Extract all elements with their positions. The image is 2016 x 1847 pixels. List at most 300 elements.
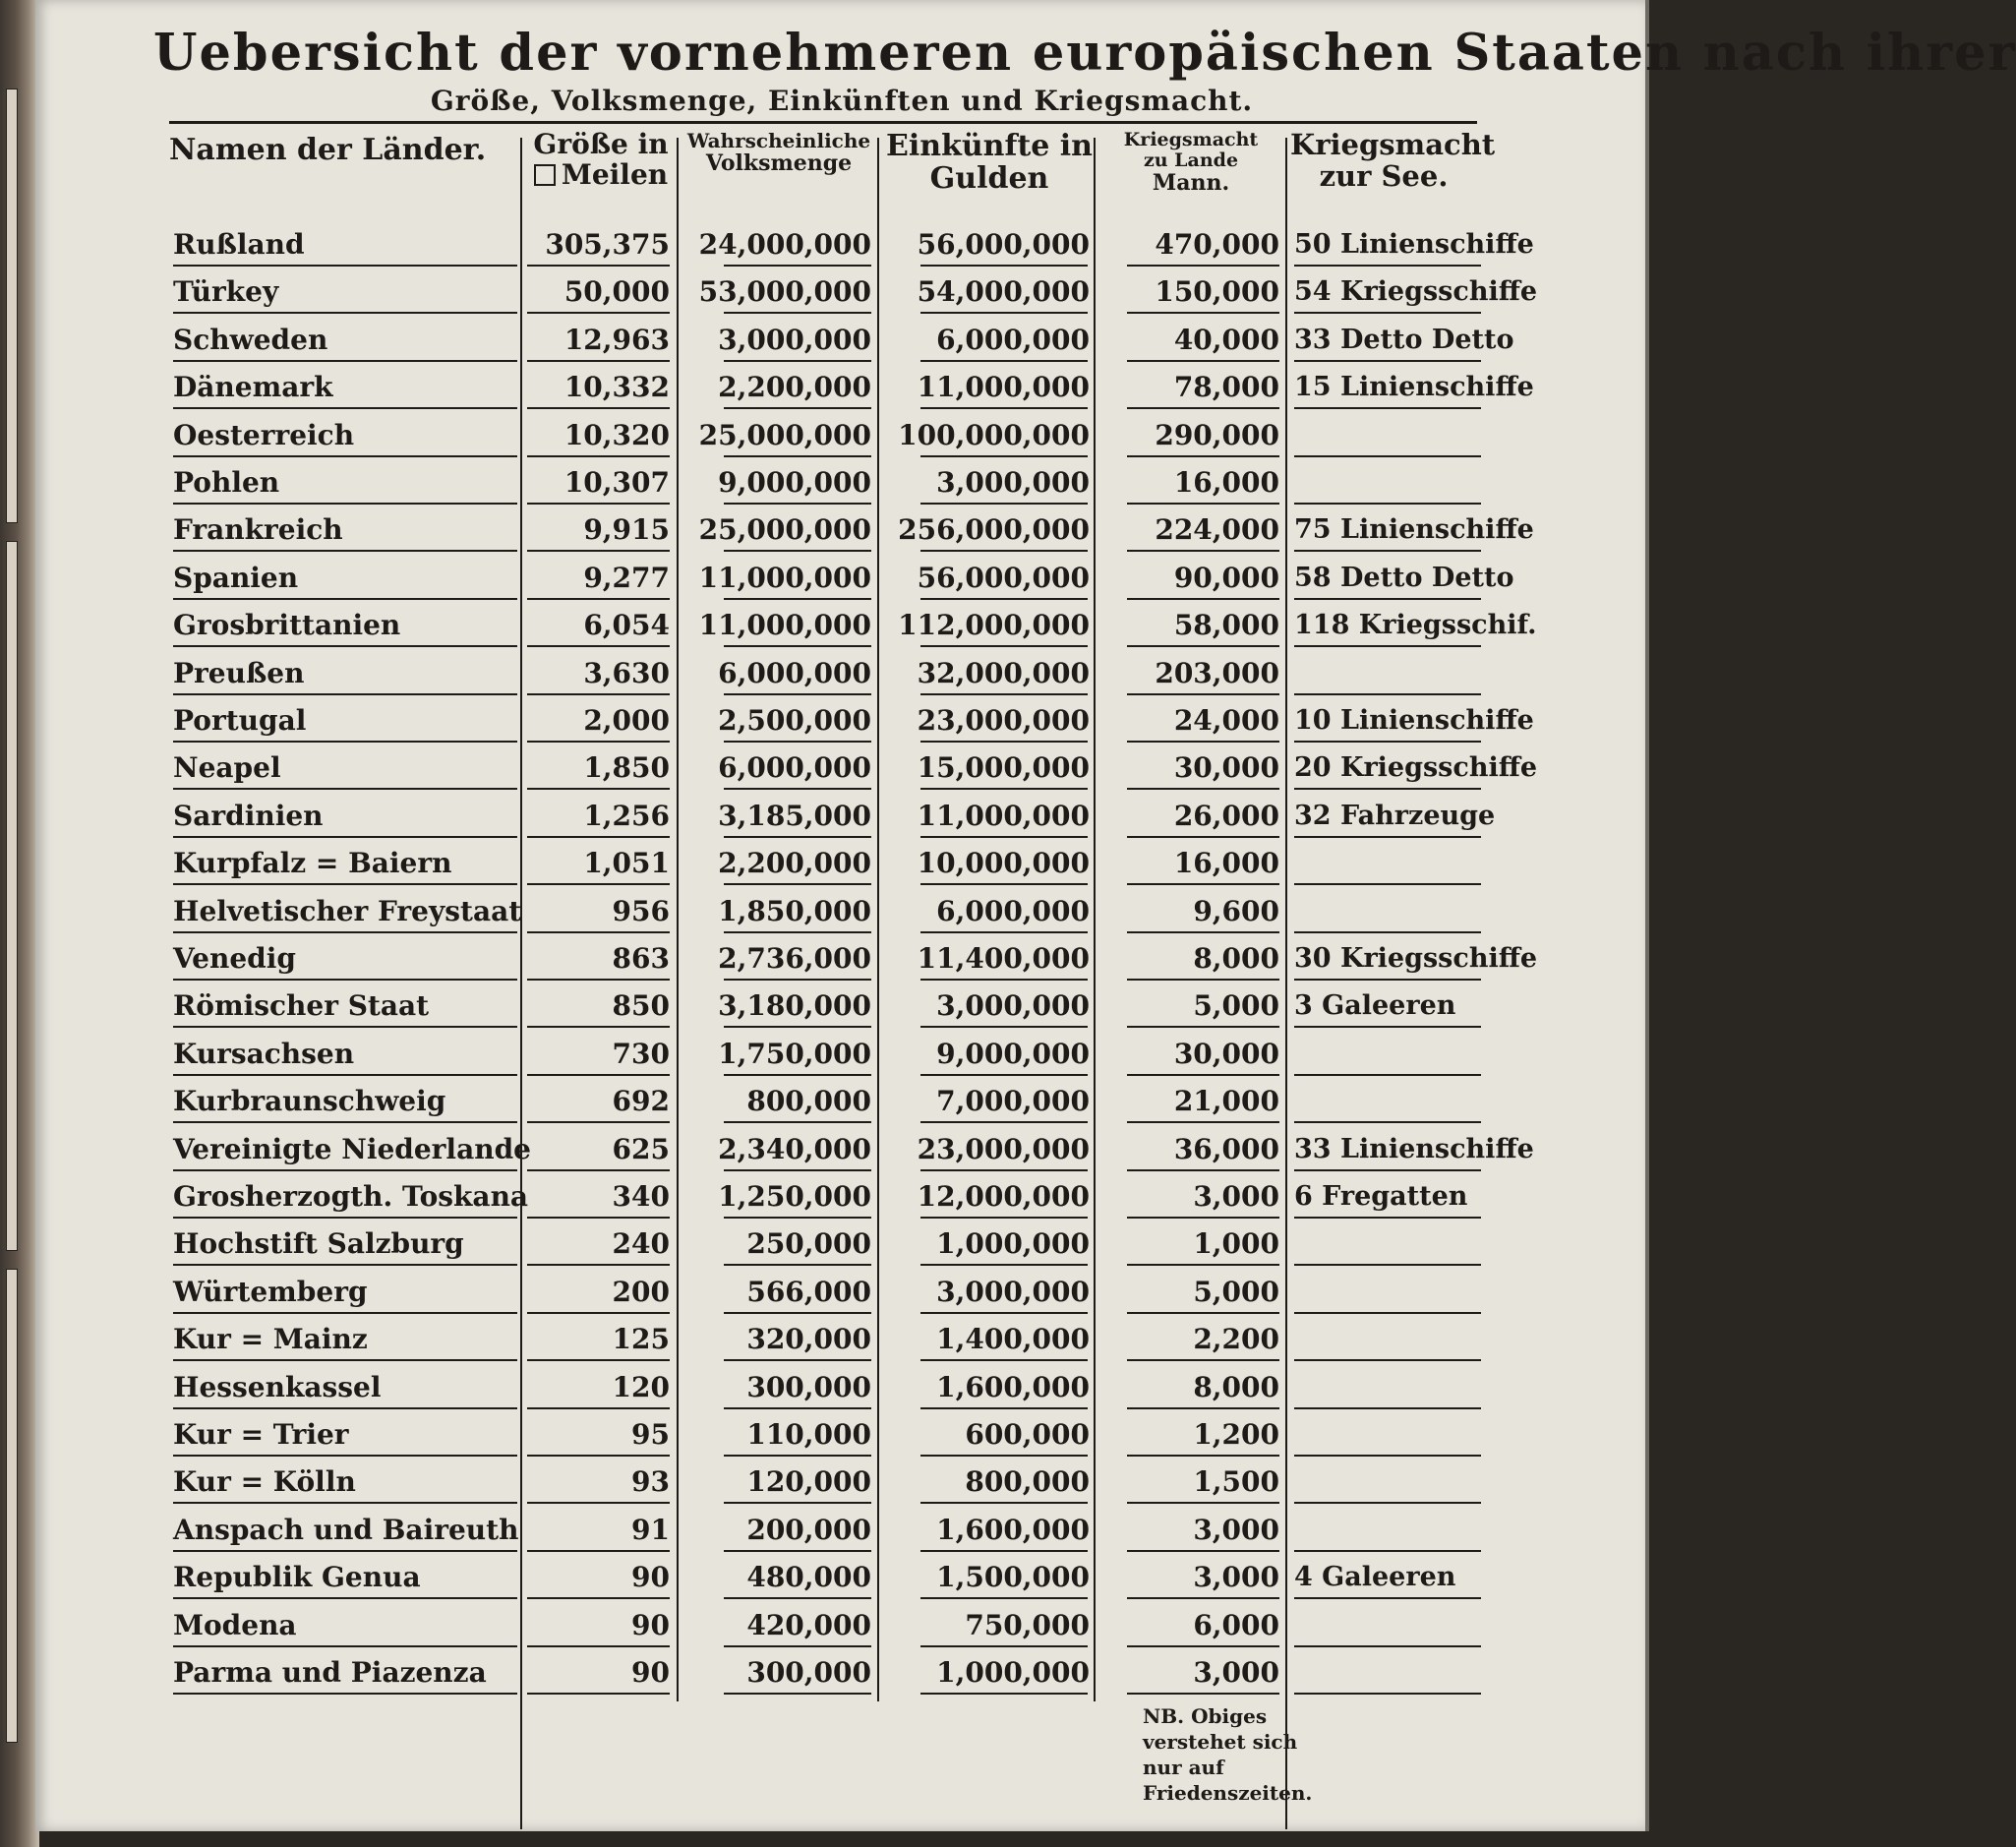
row-underline xyxy=(1127,1312,1279,1314)
row-underline xyxy=(173,550,517,552)
cell-income: 3,000,000 xyxy=(936,1275,1090,1308)
row-underline xyxy=(527,1169,670,1171)
spine-band xyxy=(6,1269,18,1743)
cell-pop: 24,000,000 xyxy=(698,228,871,261)
cell-area: 12,963 xyxy=(563,323,670,356)
cell-navy: 50 Linienschiffe xyxy=(1294,229,1534,260)
cell-area: 95 xyxy=(631,1418,670,1451)
row-underline xyxy=(173,693,517,695)
cell-pop: 566,000 xyxy=(746,1275,871,1308)
row-underline xyxy=(1127,360,1279,362)
row-underline xyxy=(527,1455,670,1457)
row-underline xyxy=(173,312,517,314)
row-underline xyxy=(724,1264,871,1266)
table-row xyxy=(35,983,1645,1030)
cell-income: 11,400,000 xyxy=(917,942,1090,975)
row-underline xyxy=(1294,265,1481,267)
row-underline xyxy=(1127,931,1279,933)
cell-area: 90 xyxy=(631,1561,670,1594)
row-underline xyxy=(527,265,670,267)
cell-pop: 1,750,000 xyxy=(718,1037,871,1070)
row-underline xyxy=(724,741,871,743)
cell-pop: 800,000 xyxy=(746,1085,871,1118)
row-underline xyxy=(724,455,871,457)
header-income-line2: Gulden xyxy=(929,161,1049,196)
cell-income: 10,000,000 xyxy=(917,847,1090,880)
cell-name: Kursachsen xyxy=(173,1037,355,1070)
cell-income: 6,000,000 xyxy=(936,894,1090,927)
row-underline xyxy=(173,931,517,933)
row-underline xyxy=(724,1502,871,1504)
cell-navy xyxy=(1294,1316,1491,1363)
cell-name: Kurpfalz = Baiern xyxy=(173,847,452,880)
row-underline xyxy=(527,1645,670,1647)
cell-income: 7,000,000 xyxy=(936,1085,1090,1118)
cell-area: 3,630 xyxy=(583,656,670,689)
row-underline xyxy=(724,1645,871,1647)
cell-army: 1,500 xyxy=(1193,1465,1279,1499)
row-underline xyxy=(1294,1645,1481,1647)
header-area-line1: Größe in xyxy=(533,128,669,160)
table-row xyxy=(35,1173,1645,1221)
row-underline xyxy=(920,503,1088,505)
row-underline xyxy=(1127,979,1279,981)
table-row xyxy=(35,1269,1645,1316)
row-underline xyxy=(527,931,670,933)
row-underline xyxy=(920,312,1088,314)
row-underline xyxy=(173,1026,517,1028)
cell-navy: 20 Kriegsschiffe xyxy=(1294,752,1538,784)
cell-name: Schweden xyxy=(173,323,328,356)
cell-pop: 3,000,000 xyxy=(718,323,871,356)
row-underline xyxy=(1294,312,1481,314)
row-underline xyxy=(724,1074,871,1076)
row-underline xyxy=(1127,883,1279,885)
row-underline xyxy=(173,1502,517,1504)
row-underline xyxy=(1127,455,1279,457)
cell-name: Dänemark xyxy=(173,371,333,404)
cell-navy xyxy=(1294,1459,1491,1506)
cell-navy xyxy=(1294,1649,1491,1697)
header-population xyxy=(681,130,877,175)
row-underline xyxy=(1294,1455,1481,1457)
cell-income: 1,400,000 xyxy=(936,1323,1090,1356)
cell-army: 8,000 xyxy=(1193,1370,1279,1403)
table-row xyxy=(35,840,1645,887)
row-underline xyxy=(920,1169,1088,1171)
table-row xyxy=(35,1411,1645,1459)
row-underline xyxy=(527,1693,670,1695)
cell-area: 692 xyxy=(612,1085,670,1118)
row-underline xyxy=(527,979,670,981)
cell-income: 1,600,000 xyxy=(936,1370,1090,1403)
cell-navy: 32 Fahrzeuge xyxy=(1294,800,1496,831)
cell-navy: 33 Linienschiffe xyxy=(1294,1133,1534,1164)
cell-area: 50,000 xyxy=(563,275,670,309)
cell-navy: 6 Fregatten xyxy=(1294,1181,1468,1212)
cell-navy xyxy=(1294,1602,1491,1649)
row-underline xyxy=(173,407,517,409)
cell-pop: 6,000,000 xyxy=(718,751,871,785)
cell-name: Helvetischer Freystaat xyxy=(173,894,522,927)
row-underline xyxy=(1127,1359,1279,1361)
row-underline xyxy=(173,455,517,457)
cell-area: 91 xyxy=(631,1513,670,1546)
header-army-line3: Mann. xyxy=(1152,169,1230,196)
row-underline xyxy=(173,741,517,743)
table-row xyxy=(35,317,1645,364)
row-underline xyxy=(1127,1169,1279,1171)
cell-name: Parma und Piazenza xyxy=(173,1656,487,1689)
row-underline xyxy=(1294,1407,1481,1409)
row-underline xyxy=(527,1550,670,1552)
cell-name: Vereinigte Niederlande xyxy=(173,1132,531,1165)
cell-army: 9,600 xyxy=(1193,894,1279,927)
cell-army: 3,000 xyxy=(1193,1513,1279,1546)
cell-army: 16,000 xyxy=(1173,847,1279,880)
table-row xyxy=(35,935,1645,983)
cell-army: 26,000 xyxy=(1173,799,1279,832)
cell-area: 6,054 xyxy=(583,609,670,642)
cell-name: Portugal xyxy=(173,704,307,737)
row-underline xyxy=(1127,1264,1279,1266)
cell-area: 2,000 xyxy=(583,704,670,737)
row-underline xyxy=(724,1693,871,1695)
row-underline xyxy=(724,407,871,409)
cell-income: 600,000 xyxy=(965,1418,1090,1451)
table-row xyxy=(35,602,1645,649)
cell-navy: 58 Detto Detto xyxy=(1294,562,1514,593)
row-underline xyxy=(173,503,517,505)
cell-army: 3,000 xyxy=(1193,1656,1279,1689)
row-underline xyxy=(920,1550,1088,1552)
cell-army: 3,000 xyxy=(1193,1561,1279,1594)
row-underline xyxy=(920,550,1088,552)
cell-area: 1,850 xyxy=(583,751,670,785)
row-underline xyxy=(920,598,1088,600)
row-underline xyxy=(724,836,871,838)
cell-army: 1,000 xyxy=(1193,1227,1279,1261)
row-underline xyxy=(173,645,517,647)
cell-income: 6,000,000 xyxy=(936,323,1090,356)
table-row xyxy=(35,412,1645,459)
row-underline xyxy=(724,360,871,362)
row-underline xyxy=(724,693,871,695)
cell-navy xyxy=(1294,1411,1491,1459)
cell-navy: 75 Linienschiffe xyxy=(1294,514,1534,546)
cell-name: Modena xyxy=(173,1608,297,1641)
cell-area: 863 xyxy=(612,942,670,975)
row-underline xyxy=(173,1264,517,1266)
row-underline xyxy=(920,1597,1088,1599)
cell-income: 11,000,000 xyxy=(917,799,1090,832)
cell-name: Rußland xyxy=(173,228,305,261)
header-area-unit: Meilen xyxy=(561,157,669,191)
row-underline xyxy=(527,1026,670,1028)
row-underline xyxy=(920,1217,1088,1219)
cell-pop: 200,000 xyxy=(746,1513,871,1546)
table-row xyxy=(35,745,1645,792)
row-underline xyxy=(1294,1121,1481,1123)
row-underline xyxy=(920,836,1088,838)
cell-pop: 25,000,000 xyxy=(698,418,871,451)
cell-area: 956 xyxy=(612,894,670,927)
cell-name: Würtemberg xyxy=(173,1275,368,1308)
row-underline xyxy=(724,598,871,600)
cell-pop: 2,340,000 xyxy=(718,1132,871,1165)
cell-area: 93 xyxy=(631,1465,670,1499)
row-underline xyxy=(1127,1645,1279,1647)
row-underline xyxy=(920,407,1088,409)
row-underline xyxy=(920,1026,1088,1028)
row-underline xyxy=(1127,503,1279,505)
cell-army: 21,000 xyxy=(1173,1085,1279,1118)
cell-army: 30,000 xyxy=(1173,751,1279,785)
cell-army: 36,000 xyxy=(1173,1132,1279,1165)
cell-navy: 4 Galeeren xyxy=(1294,1562,1456,1593)
cell-income: 1,000,000 xyxy=(936,1656,1090,1689)
cell-navy xyxy=(1294,1507,1491,1554)
cell-name: Spanien xyxy=(173,561,299,594)
row-underline xyxy=(920,360,1088,362)
row-underline xyxy=(1127,1693,1279,1695)
row-underline xyxy=(920,455,1088,457)
row-underline xyxy=(724,1312,871,1314)
cell-area: 125 xyxy=(612,1323,670,1356)
cell-army: 203,000 xyxy=(1155,656,1279,689)
row-underline xyxy=(1127,550,1279,552)
cell-navy: 33 Detto Detto xyxy=(1294,324,1514,355)
cell-pop: 110,000 xyxy=(746,1418,871,1451)
row-underline xyxy=(920,1312,1088,1314)
cell-income: 750,000 xyxy=(965,1608,1090,1641)
cell-name: Grosherzogth. Toskana xyxy=(173,1180,529,1213)
cell-navy xyxy=(1294,888,1491,935)
cell-area: 9,277 xyxy=(583,561,670,594)
row-underline xyxy=(724,979,871,981)
cell-pop: 250,000 xyxy=(746,1227,871,1261)
header-navy-line2: zur See. xyxy=(1319,158,1449,193)
book-page xyxy=(35,0,2016,1831)
table-row xyxy=(35,1364,1645,1411)
row-underline xyxy=(173,836,517,838)
cell-income: 12,000,000 xyxy=(917,1180,1090,1213)
cell-name: Neapel xyxy=(173,751,281,785)
row-underline xyxy=(527,312,670,314)
row-underline xyxy=(920,979,1088,981)
row-underline xyxy=(527,1502,670,1504)
cell-area: 625 xyxy=(612,1132,670,1165)
row-underline xyxy=(1294,693,1481,695)
row-underline xyxy=(1294,1312,1481,1314)
footnote: NB. Obiges verstehet sich nur auf Friedenszeiten. xyxy=(1143,1704,1313,1805)
page-title: Uebersicht der vornehmeren europäischen Staaten nach ihrer xyxy=(153,24,2016,83)
row-underline xyxy=(1294,1550,1481,1552)
row-underline xyxy=(1127,1455,1279,1457)
row-underline xyxy=(920,1264,1088,1266)
row-underline xyxy=(920,1407,1088,1409)
header-army-line1: Kriegsmacht xyxy=(1123,129,1259,150)
row-underline xyxy=(920,788,1088,790)
table-row xyxy=(35,364,1645,411)
cell-army: 16,000 xyxy=(1173,466,1279,499)
row-underline xyxy=(1127,836,1279,838)
table-row xyxy=(35,697,1645,745)
row-underline xyxy=(724,265,871,267)
cell-area: 340 xyxy=(612,1180,670,1213)
cell-income: 23,000,000 xyxy=(917,1132,1090,1165)
cell-income: 15,000,000 xyxy=(917,751,1090,785)
table-row xyxy=(35,650,1645,697)
cell-income: 54,000,000 xyxy=(917,275,1090,309)
row-underline xyxy=(920,693,1088,695)
table-row xyxy=(35,1078,1645,1125)
table-row xyxy=(35,888,1645,935)
cell-navy: 54 Kriegsschiffe xyxy=(1294,276,1538,308)
table-row xyxy=(35,1507,1645,1554)
table-row xyxy=(35,1602,1645,1649)
cell-area: 1,256 xyxy=(583,799,670,832)
cell-income: 1,000,000 xyxy=(936,1227,1090,1261)
header-area-line2 xyxy=(527,157,675,191)
cell-name: Anspach und Baireuth xyxy=(173,1513,519,1546)
cell-pop: 2,500,000 xyxy=(718,704,871,737)
row-underline xyxy=(1127,788,1279,790)
cell-income: 100,000,000 xyxy=(898,418,1090,451)
table-row xyxy=(35,459,1645,506)
row-underline xyxy=(1127,1407,1279,1409)
cell-navy xyxy=(1294,840,1491,887)
row-underline xyxy=(724,503,871,505)
header-name xyxy=(169,134,523,166)
cell-income: 3,000,000 xyxy=(936,989,1090,1023)
cell-income: 56,000,000 xyxy=(917,561,1090,594)
cell-pop: 11,000,000 xyxy=(698,561,871,594)
header-pop-line2: Volksmenge xyxy=(705,150,853,176)
table-row xyxy=(35,1221,1645,1268)
row-underline xyxy=(724,931,871,933)
cell-pop: 25,000,000 xyxy=(698,513,871,547)
row-underline xyxy=(724,645,871,647)
table-row xyxy=(35,1459,1645,1506)
cell-navy: 15 Linienschiffe xyxy=(1294,372,1534,403)
header-navy xyxy=(1290,128,1496,193)
cell-army: 8,000 xyxy=(1193,942,1279,975)
header-navy-line1: Kriegsmacht xyxy=(1290,128,1496,161)
cell-navy xyxy=(1294,1364,1491,1411)
cell-name: Kurbraunschweig xyxy=(173,1085,446,1118)
row-underline xyxy=(173,1645,517,1647)
row-underline xyxy=(1294,741,1481,743)
book-spine-edge xyxy=(0,0,39,1847)
cell-army: 90,000 xyxy=(1173,561,1279,594)
cell-area: 90 xyxy=(631,1656,670,1689)
header-pop-line1: Wahrscheinliche xyxy=(686,129,871,152)
cell-income: 112,000,000 xyxy=(898,609,1090,642)
row-underline xyxy=(1294,931,1481,933)
cell-pop: 420,000 xyxy=(746,1608,871,1641)
row-underline xyxy=(1294,503,1481,505)
row-underline xyxy=(1127,312,1279,314)
row-underline xyxy=(1294,550,1481,552)
cell-income: 9,000,000 xyxy=(936,1037,1090,1070)
row-underline xyxy=(527,1597,670,1599)
row-underline xyxy=(1127,598,1279,600)
row-underline xyxy=(1294,1026,1481,1028)
row-underline xyxy=(527,455,670,457)
row-underline xyxy=(173,1359,517,1361)
cell-name: Venedig xyxy=(173,942,296,975)
header-rule xyxy=(169,121,1477,124)
row-underline xyxy=(920,1502,1088,1504)
spine-band xyxy=(6,89,18,523)
cell-income: 56,000,000 xyxy=(917,228,1090,261)
cell-name: Römischer Staat xyxy=(173,989,430,1023)
row-underline xyxy=(920,741,1088,743)
cell-navy xyxy=(1294,1031,1491,1078)
cell-area: 10,332 xyxy=(563,371,670,404)
cell-navy xyxy=(1294,412,1491,459)
cell-income: 1,600,000 xyxy=(936,1513,1090,1546)
cell-income: 32,000,000 xyxy=(917,656,1090,689)
row-underline xyxy=(724,788,871,790)
spine-band xyxy=(6,541,18,1251)
row-underline xyxy=(1294,788,1481,790)
cell-name: Sardinien xyxy=(173,799,324,832)
row-underline xyxy=(1127,693,1279,695)
row-underline xyxy=(1294,979,1481,981)
row-underline xyxy=(1294,1502,1481,1504)
row-underline xyxy=(1294,360,1481,362)
row-underline xyxy=(173,1121,517,1123)
cell-area: 305,375 xyxy=(545,228,670,261)
row-underline xyxy=(920,645,1088,647)
row-underline xyxy=(173,1693,517,1695)
row-underline xyxy=(527,1407,670,1409)
table-row xyxy=(35,506,1645,554)
cell-army: 6,000 xyxy=(1193,1608,1279,1641)
header-income-line1: Einkünfte in xyxy=(886,129,1093,163)
row-underline xyxy=(1127,645,1279,647)
row-underline xyxy=(173,883,517,885)
row-underline xyxy=(920,1074,1088,1076)
row-underline xyxy=(724,1359,871,1361)
cell-income: 1,500,000 xyxy=(936,1561,1090,1594)
table-row xyxy=(35,1554,1645,1601)
cell-pop: 320,000 xyxy=(746,1323,871,1356)
row-underline xyxy=(1294,1264,1481,1266)
row-underline xyxy=(920,1121,1088,1123)
row-underline xyxy=(920,265,1088,267)
row-underline xyxy=(173,360,517,362)
cell-name: Hessenkassel xyxy=(173,1370,382,1403)
cell-navy xyxy=(1294,650,1491,697)
cell-name: Kur = Kölln xyxy=(173,1465,356,1499)
row-underline xyxy=(1127,407,1279,409)
row-underline xyxy=(1294,407,1481,409)
row-underline xyxy=(724,1407,871,1409)
header-army-line2: zu Lande xyxy=(1143,149,1239,171)
row-underline xyxy=(920,1645,1088,1647)
cell-army: 30,000 xyxy=(1173,1037,1279,1070)
cell-name: Kur = Mainz xyxy=(173,1323,368,1356)
cell-income: 800,000 xyxy=(965,1465,1090,1499)
cell-name: Oesterreich xyxy=(173,418,355,451)
cell-army: 78,000 xyxy=(1173,371,1279,404)
row-underline xyxy=(724,1121,871,1123)
row-underline xyxy=(173,1169,517,1171)
table-row xyxy=(35,1126,1645,1173)
